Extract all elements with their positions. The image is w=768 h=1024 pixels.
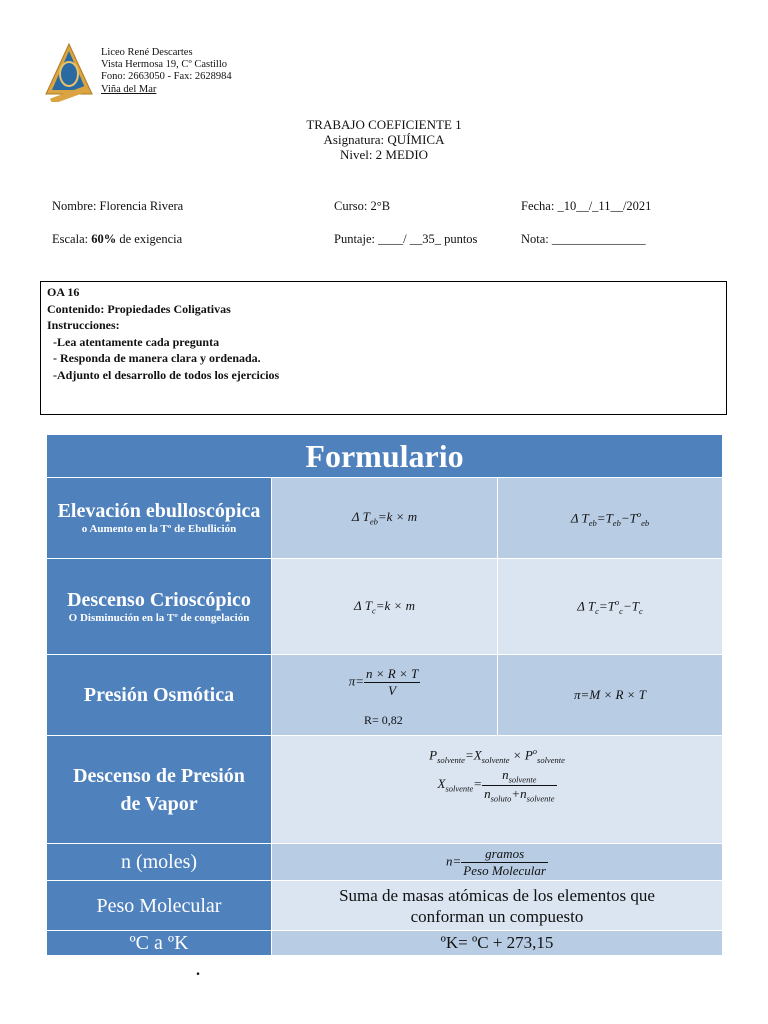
formula-moles: n= $\frac{\text{gramos}}{\text{Peso Molecular}}$ xyxy=(272,844,723,881)
row-label-peso xyxy=(47,881,272,931)
formula-crio-1: Δ $T_c=k \times m$ xyxy=(272,559,498,655)
school-name: Liceo René Descartes xyxy=(101,47,193,58)
scale-suffix: de exigencia xyxy=(116,232,183,246)
school-phone: Fono: 2663050 - Fax: 2628984 xyxy=(101,71,232,83)
formula-osmo-2: π=M × R × T xyxy=(498,655,723,736)
formula-osmo-1: π= $\frac{n \times R \times T}{V}$ R= 0,82 xyxy=(272,655,498,736)
moles-denominator: Peso Molecular xyxy=(463,862,546,878)
doc-title: TRABAJO COEFICIENTE 1 xyxy=(306,117,462,132)
doc-level: Nivel: 2 MEDIO xyxy=(339,147,429,162)
formula-crio-2: Δ $T_c=T^o_c-T_c$ xyxy=(498,559,723,655)
instructions-box xyxy=(40,281,727,415)
row-label-ebulloscopica xyxy=(47,478,272,559)
content-label: Contenido: Propiedades Coligativas xyxy=(47,301,231,316)
vapor-label-2: de Vapor xyxy=(120,792,198,815)
student-name: Nombre: Florencia Rivera xyxy=(52,199,184,213)
vapor-label-1: Descenso de Presión xyxy=(73,764,245,787)
row-label-crioscopico xyxy=(47,559,272,655)
instruction-item: -Lea atentamente cada pregunta xyxy=(53,334,220,349)
osmo-label: Presión Osmótica xyxy=(83,684,235,706)
ebullo-sublabel: o Aumento en la Tº de Ebullición xyxy=(81,523,237,535)
student-grade: Nota: _______________ xyxy=(521,232,646,246)
moles-label: n (moles) xyxy=(120,851,198,873)
doc-subject: Asignatura: QUÍMICA xyxy=(323,132,445,147)
scale-prefix: Escala: xyxy=(52,232,92,246)
school-logo xyxy=(44,42,94,102)
crio-sublabel: O Disminución en la Tº de congelación xyxy=(68,611,250,624)
row-label-moles xyxy=(47,844,272,881)
temp-label: ºC a ºK xyxy=(129,932,189,954)
school-address: Vista Hermosa 19, Cº Castillo xyxy=(101,59,227,71)
instruction-item: - Responda de manera clara y ordenada. xyxy=(53,351,261,365)
peso-text: Suma de masas atómicas de los elementos que conforman un compuesto xyxy=(272,881,723,931)
moles-numerator: gramos xyxy=(461,846,548,863)
scale-value: 60% xyxy=(91,232,117,246)
row-label-temp xyxy=(47,931,272,956)
student-score: Puntaje: ____/ __35_ puntos xyxy=(334,232,478,246)
peso-label: Peso Molecular xyxy=(96,894,222,917)
stray-dot: . xyxy=(196,962,200,979)
instructions-heading: Instrucciones: xyxy=(47,318,120,332)
document-header xyxy=(0,117,768,162)
oa-label: OA 16 xyxy=(47,285,80,299)
grading-scale xyxy=(52,232,182,247)
ebullo-label: Elevación ebulloscópica xyxy=(57,500,261,522)
student-course: Curso: 2°B xyxy=(334,199,391,213)
formula-vapor: $P_{solvente}=X_{solvente} \times P^o_{solvente}$ $X_{solvente}=$ $\frac{n_{solvente}}{n_{soluto}+n_{solvente}}$ xyxy=(272,736,723,844)
school-info xyxy=(101,47,232,96)
r-constant: R= 0,82 xyxy=(364,713,403,727)
formula-ebullo-2: Δ $T_{eb}=T_{eb}-T^o_{eb}$ xyxy=(498,478,723,559)
formula-ebullo-1: Δ $T_{eb}=k \times m$ xyxy=(272,478,498,559)
row-label-osmotica xyxy=(47,655,272,736)
instruction-item: -Adjunto el desarrollo de todos los ejercicios xyxy=(53,367,280,382)
row-label-vapor xyxy=(47,736,272,844)
crio-label: Descenso Crioscópico xyxy=(67,588,251,611)
formulario-title: Formulario xyxy=(47,435,723,478)
formulario-table xyxy=(46,434,723,956)
temp-text: ºK= ºC + 273,15 xyxy=(272,931,723,956)
school-city: Viña del Mar xyxy=(101,83,157,95)
student-date: Fecha: _10__/_11__/2021 xyxy=(521,199,652,213)
